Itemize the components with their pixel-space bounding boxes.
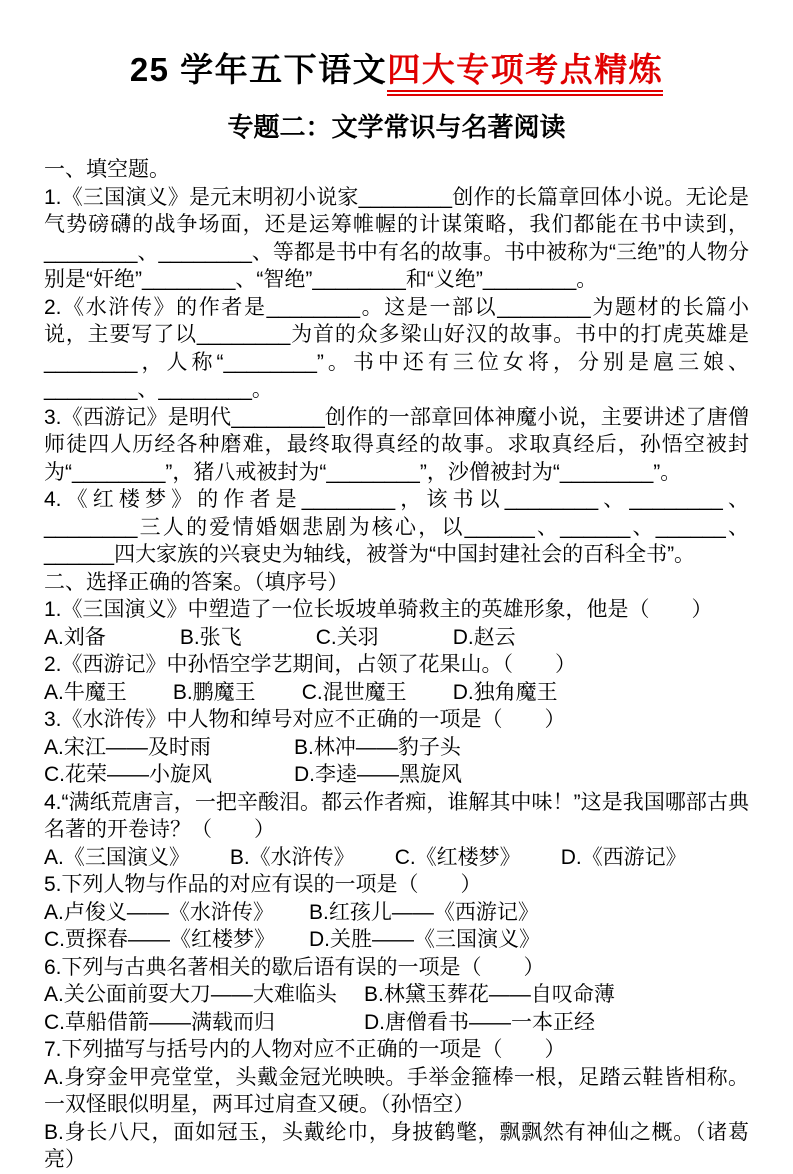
choice-q6-stem: 6.下列与古典名著相关的歇后语有误的一项是（ ） <box>44 955 545 979</box>
page-title <box>44 44 749 91</box>
choice-q3-option-c: C.花荣——小旋风 <box>44 763 212 786</box>
choice-q4-option-d: D.《西游记》 <box>560 845 687 869</box>
title-highlight: 四大专项考点精炼 <box>387 51 663 96</box>
choice-q1-option-b: B.张飞 <box>179 625 242 649</box>
choice-q2-options <box>44 679 749 707</box>
choice-section-heading: 二、选择正确的答案。（填序号） <box>44 570 349 594</box>
choice-q4-option-b: B.《水浒传》 <box>229 845 355 869</box>
choice-q7-stem: 7.下列描写与括号内的人物对应不正确的一项是（ ） <box>44 1038 566 1061</box>
choice-q6-option-c: C.草船借箭——满载而归 <box>44 1010 275 1034</box>
choice-q5-option-b: B.红孩儿——《西游记》 <box>309 900 539 924</box>
choice-q7-option-a: A.身穿金甲亮堂堂，头戴金冠光映映。手举金箍棒一根，足踏云鞋皆相称。一双怪眼似明星，两耳过肩查又硬。（孙悟空） <box>44 1065 749 1116</box>
choice-q6-option-d: D.唐僧看书——一本正经 <box>364 1010 595 1034</box>
fill-in-question-4: 4.《红楼梦》的作者是________，该书以________、________、________三人的爱情婚姻悲剧为核心，以______、______、______、______四大家族的兴衰史为轴线，被誉为“中国封建社会的百科全书”。 <box>44 488 749 566</box>
choice-q1-option-d: D.赵云 <box>452 625 516 649</box>
choice-q1-stem: 1.《三国演义》中塑造了一位长坂坡单骑救主的英雄形象，他是（ ） <box>44 598 713 621</box>
choice-q1-options <box>44 624 749 652</box>
choice-q5-options-row-1 <box>44 899 749 927</box>
choice-q3-option-d: D.李逵——黑旋风 <box>294 763 462 786</box>
choice-q5-option-a: A.卢俊义——《水浒传》 <box>44 900 274 924</box>
choice-q4-option-c: C.《红楼梦》 <box>394 845 521 869</box>
choice-q5-option-d: D.关胜——《三国演义》 <box>309 928 540 951</box>
fill-in-section-heading: 一、填空题。 <box>44 158 170 181</box>
fill-in-question-2: 2.《水浒传》的作者是________。这是一部以________为题材的长篇小说，主要写了以________为首的众多梁山好汉的故事。书中的打虎英雄是________，人称“________”。书中还有三位女将，分别是扈三娘、________、________。 <box>44 295 749 401</box>
choice-q6-options-row-1 <box>44 981 749 1009</box>
fill-in-question-1: 1.《三国演义》是元末明初小说家________创作的长篇章回体小说。无论是气势磅礴的战争场面，还是运筹帷幄的计谋策略，我们都能在书中读到，________、________、等都是书中有名的故事。书中被称为“三绝”的人物分别是“奸绝”________、“智绝”________和“义绝”________。 <box>44 185 749 291</box>
page-subtitle: 专题二：文学常识与名著阅读 <box>227 112 566 142</box>
choice-q5-stem: 5.下列人物与作品的对应有误的一项是（ ） <box>44 873 482 896</box>
choice-q2-option-c: C.混世魔王 <box>301 680 407 704</box>
title-prefix: 25 学年五下语文 <box>129 51 388 88</box>
choice-q4-stem: 4.“满纸荒唐言，一把辛酸泪。都云作者痴，谁解其中味！”这是我国哪部古典名著的开卷诗？（ ） <box>44 790 749 841</box>
choice-q3-options-row-2 <box>44 761 749 789</box>
choice-q3-options-row-1 <box>44 734 749 762</box>
choice-q3-option-a: A.宋江——及时雨 <box>44 735 211 759</box>
choice-q6-option-b: B.林黛玉葬花——自叹命薄 <box>364 983 615 1006</box>
choice-q2-stem: 2.《西游记》中孙悟空学艺期间，占领了花果山。（ ） <box>44 653 577 676</box>
choice-q5-options-row-2 <box>44 926 749 954</box>
choice-q6-options-row-2 <box>44 1009 749 1037</box>
choice-q2-option-b: B.鹏魔王 <box>172 680 256 704</box>
choice-q2-option-a: A.牛魔王 <box>44 680 127 704</box>
choice-q6-option-a: A.关公面前耍大刀——大难临头 <box>44 983 337 1006</box>
choice-q1-option-a: A.刘备 <box>44 625 106 649</box>
choice-q3-option-b: B.林冲——豹子头 <box>294 735 461 759</box>
choice-q4-options <box>44 844 749 872</box>
choice-q7-option-b: B.身长八尺，面如冠玉，头戴纶巾，身披鹤氅，飘飘然有神仙之概。（诸葛亮） <box>44 1120 749 1171</box>
choice-q2-option-d: D.独角魔王 <box>452 680 558 704</box>
choice-q4-option-a: A.《三国演义》 <box>44 845 190 869</box>
choice-q1-option-c: C.关羽 <box>315 625 379 649</box>
choice-q5-option-c: C.贾探春——《红楼梦》 <box>44 928 275 951</box>
choice-q3-stem: 3.《水浒传》中人物和绰号对应不正确的一项是（ ） <box>44 708 566 731</box>
fill-in-question-3: 3.《西游记》是明代________创作的一部章回体神魔小说，主要讲述了唐僧师徒四人历经各种磨难，最终取得真经的故事。求取真经后，孙悟空被封为“________”，猪八戒被封为“________”，沙僧被封为“________”。 <box>44 405 749 484</box>
